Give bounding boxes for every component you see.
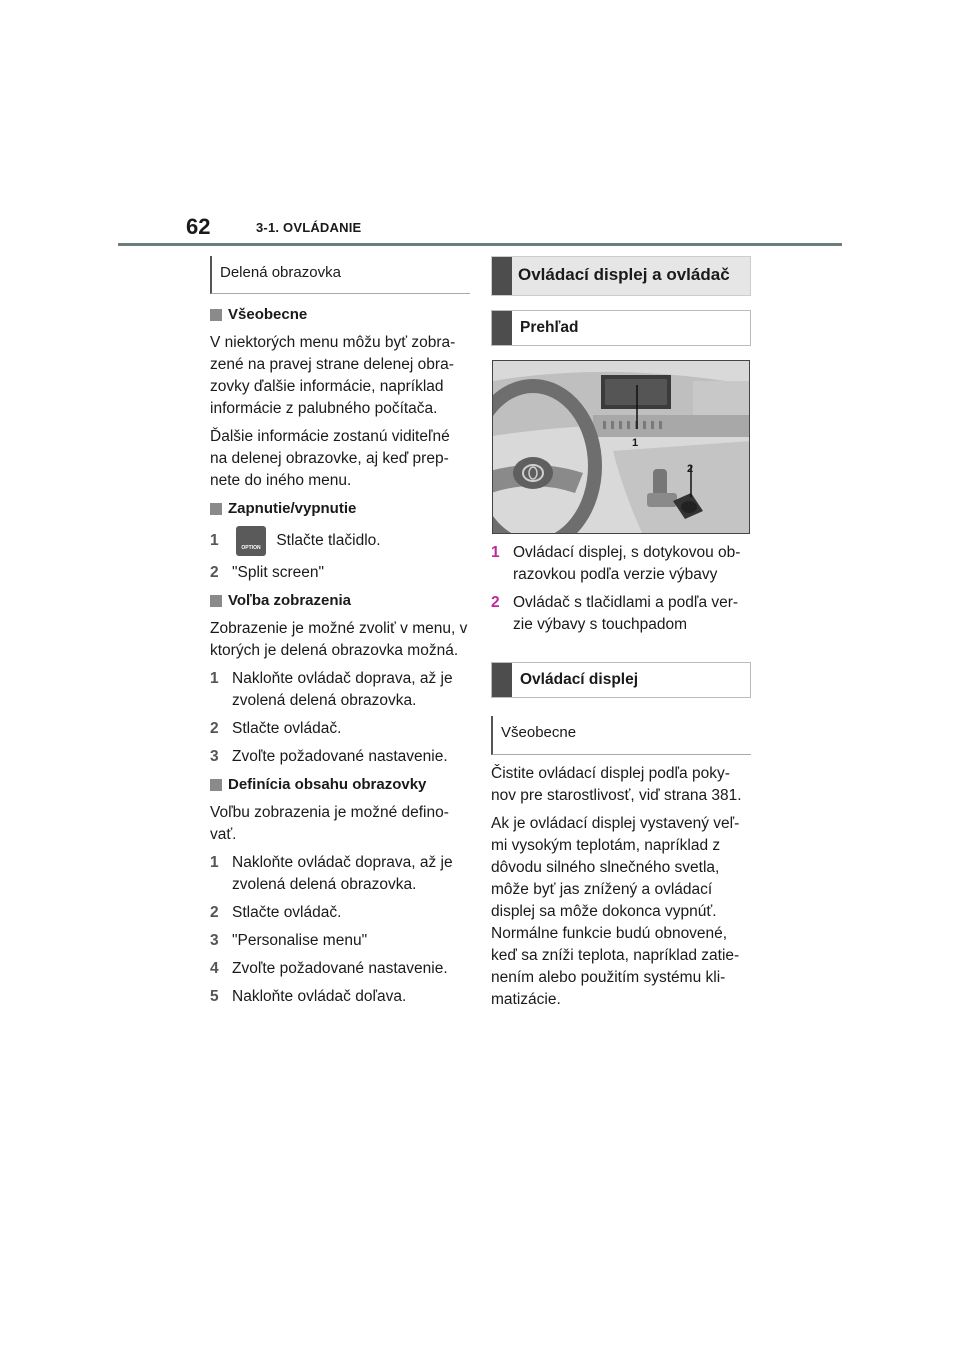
step-number: 5	[210, 988, 219, 1005]
subheading-toggle-text: Zapnutie/vypnutie	[228, 500, 357, 517]
step-number: 3	[210, 748, 219, 765]
legend-number: 1	[491, 544, 500, 561]
step-number: 2	[210, 720, 219, 737]
step-text: "Personalise menu"	[232, 932, 368, 949]
step-text: Nakloňte ovládač doprava, až je zvolená delená obrazovka.	[232, 854, 453, 893]
step-number: 1	[210, 854, 219, 871]
subheading-content-definition	[210, 774, 470, 796]
option-button-icon	[236, 526, 266, 556]
step-number: 1	[210, 532, 219, 549]
paragraph: Zobrazenie je možné zvoliť v menu, v ktorých je delená obrazovka možná.	[210, 620, 468, 659]
step-number: 2	[210, 904, 219, 921]
paragraph: V niektorých menu môžu byť zobra-zené na pravej strane delenej obra-zovky ďalšie informácie, napríklad informácie z palubného počítača.	[210, 334, 456, 417]
option-button-label: OPTION	[241, 545, 261, 551]
subsection-heading-control-display	[491, 662, 751, 698]
legend-number: 2	[491, 594, 500, 611]
step	[210, 986, 470, 1008]
heading-general: Všeobecne	[491, 716, 751, 755]
step-number: 2	[210, 564, 219, 581]
paragraph: Ak je ovládací displej vystavený veľ-mi vysokým teplotám, napríklad z dôvodu silného slnečného svetla, môže byť jas znížený a ovládací displej sa môže dokonca vypnúť. Normálne funkcie budú obnovené, keď sa zníži teplota, napríklad zatie-nením alebo použitím systému kli-matizácie.	[491, 815, 740, 1008]
step	[210, 958, 470, 980]
section-heading-display-controller	[491, 256, 751, 296]
step	[210, 526, 470, 556]
right-column	[491, 256, 751, 1017]
step	[210, 668, 470, 712]
heading-bar	[492, 663, 512, 697]
paragraph: Čistite ovládací displej podľa poky-nov pre starostlivosť, viď strana 381.	[491, 765, 742, 804]
subheading-display-choice	[210, 590, 470, 612]
bullet-square-icon	[210, 779, 222, 791]
step-text: Stlačte ovládač.	[232, 904, 342, 921]
bullet-square-icon	[210, 309, 222, 321]
section-heading-text: Ovládací displej a ovládač	[518, 265, 730, 284]
subheading-display-choice-text: Voľba zobrazenia	[228, 592, 352, 609]
step-text: Zvoľte požadované nastavenie.	[232, 748, 448, 765]
paragraph: Voľbu zobrazenia je možné defino-vať.	[210, 804, 449, 843]
cockpit-illustration	[492, 360, 750, 534]
subsection-heading-overview	[491, 310, 751, 346]
legend-text: Ovládač s tlačidlami a podľa ver-zie výbavy s touchpadom	[513, 594, 739, 633]
step-text: Nakloňte ovládač doľava.	[232, 988, 407, 1005]
step-number: 3	[210, 932, 219, 949]
step-text-value: Stlačte tlačidlo.	[276, 532, 381, 550]
subheading-general-text: Všeobecne	[228, 306, 308, 323]
section-heading-split-screen: Delená obrazovka	[210, 256, 470, 294]
subsection-heading-text: Prehľad	[520, 319, 579, 336]
figure-callout-1: 1	[632, 437, 639, 449]
header-rule	[118, 243, 842, 246]
heading-bar	[492, 311, 512, 345]
cockpit-svg	[493, 361, 750, 534]
legend-item	[491, 592, 751, 636]
heading-bar	[492, 257, 512, 295]
step	[210, 902, 470, 924]
subsection-heading-text: Ovládací displej	[520, 671, 639, 688]
legend-item	[491, 542, 751, 586]
bullet-square-icon	[210, 503, 222, 515]
step-text: Stlačte ovládač.	[232, 720, 342, 737]
step-text	[232, 526, 470, 556]
chapter-title: 3-1. OVLÁDANIE	[256, 220, 362, 235]
subheading-toggle	[210, 498, 470, 520]
left-column	[210, 256, 470, 1014]
step	[210, 718, 470, 740]
step	[210, 746, 470, 768]
bullet-square-icon	[210, 595, 222, 607]
step-text: "Split screen"	[232, 564, 324, 581]
step	[210, 852, 470, 896]
step-number: 4	[210, 960, 219, 977]
page-number: 62	[186, 214, 211, 239]
step	[210, 930, 470, 952]
step-text: Nakloňte ovládač doprava, až je zvolená delená obrazovka.	[232, 670, 453, 709]
subheading-content-definition-text: Definícia obsahu obrazovky	[228, 776, 427, 793]
subheading-general	[210, 304, 470, 326]
step	[210, 562, 470, 584]
step-text: Zvoľte požadované nastavenie.	[232, 960, 448, 977]
paragraph: Ďalšie informácie zostanú viditeľné na delenej obrazovke, aj keď prep-nete do iného menu.	[210, 428, 450, 489]
step-number: 1	[210, 670, 219, 687]
legend-text: Ovládací displej, s dotykovou ob-razovkou podľa verzie výbavy	[513, 544, 741, 583]
figure-callout-2: 2	[687, 463, 694, 475]
